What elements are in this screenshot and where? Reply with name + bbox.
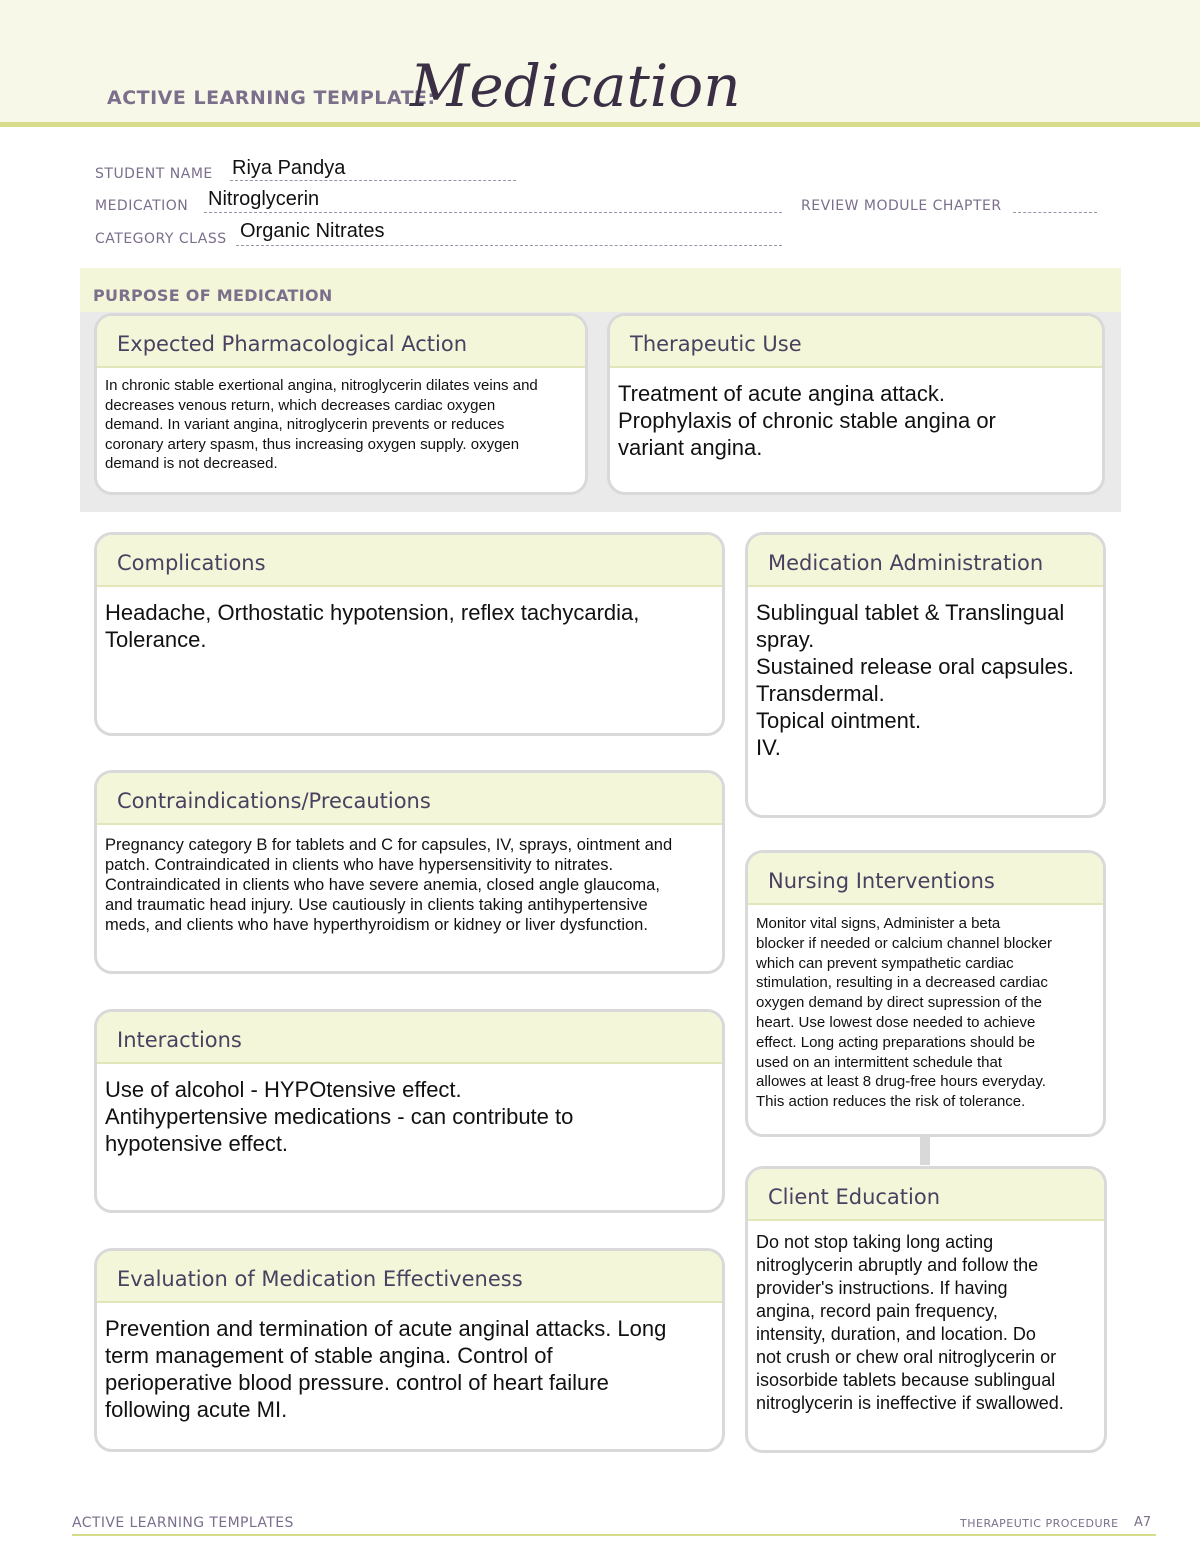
text-line: Treatment of acute angina attack. <box>618 381 945 406</box>
text-line: intensity, duration, and location. Do <box>756 1324 1036 1344</box>
evaluation-box <box>94 1248 725 1452</box>
medication-underline <box>204 212 782 213</box>
text-line: hypotensive effect. <box>105 1131 289 1156</box>
text-line: which can prevent sympathetic cardiac <box>756 954 1014 972</box>
footer-divider <box>72 1534 1156 1536</box>
text-line: isosorbide tablets because sublingual <box>756 1370 1056 1390</box>
therapeutic-use-title: Therapeutic Use <box>610 316 1102 368</box>
review-module-label: REVIEW MODULE CHAPTER <box>801 198 1002 214</box>
text-line: not crush or chew oral nitroglycerin or <box>756 1347 1057 1367</box>
interactions-box <box>94 1009 725 1213</box>
student-name-field[interactable]: Riya Pandya <box>232 157 346 179</box>
text-line: blocker if needed or calcium channel blocker <box>756 934 1052 952</box>
text-line: heart. Use lowest dose needed to achieve <box>756 1013 1036 1031</box>
text-line: variant angina. <box>618 435 763 460</box>
purpose-label: PURPOSE OF MEDICATION <box>93 286 333 305</box>
text-line: Contraindicated in clients who have severe anemia, closed angle glaucoma, <box>105 876 660 894</box>
student-name-underline <box>230 180 516 181</box>
text-line: oxygen demand by direct supression of the <box>756 994 1043 1012</box>
text-line: IV. <box>756 735 781 760</box>
text-line: Prevention and termination of acute anginal attacks. Long <box>105 1316 667 1341</box>
therapeutic-use-box <box>607 313 1105 495</box>
expected-action-title: Expected Pharmacological Action <box>97 316 585 368</box>
text-line: and traumatic head injury. Use cautiously in clients taking antihypertensive <box>105 896 648 914</box>
review-module-field[interactable] <box>1013 212 1097 213</box>
text-line: Antihypertensive medications - can contribute to <box>105 1104 574 1129</box>
category-class-label: CATEGORY CLASS <box>95 231 227 247</box>
text-line: decreases venous return, which decreases cardiac oxygen <box>105 396 496 414</box>
text-line: meds, and clients who have hyperthyroidism or kidney or liver dysfunction. <box>105 916 648 934</box>
text-line: following acute MI. <box>105 1397 288 1422</box>
footer-left-label: ACTIVE LEARNING TEMPLATES <box>72 1515 294 1531</box>
interactions-text[interactable] <box>97 1064 722 1157</box>
text-line: stimulation, resulting in a decreased cardiac <box>756 974 1048 992</box>
complications-text[interactable] <box>97 587 722 653</box>
interactions-title: Interactions <box>97 1012 722 1064</box>
client-education-box <box>745 1166 1107 1453</box>
footer-right-label: THERAPEUTIC PROCEDURE <box>960 1517 1119 1530</box>
text-line: demand. In variant angina, nitroglycerin prevents or reduces <box>105 416 505 433</box>
text-line: Use of alcohol - HYPOtensive effect. <box>105 1077 462 1102</box>
text-line: effect. Long acting preparations should be <box>756 1033 1036 1051</box>
text-line: perioperative blood pressure. control of heart failure <box>105 1370 609 1395</box>
text-line: term management of stable angina. Control of <box>105 1343 553 1368</box>
text-line: angina, record pain frequency, <box>756 1301 998 1321</box>
student-name-label: STUDENT NAME <box>95 166 213 182</box>
text-line: Transdermal. <box>756 681 885 706</box>
text-line: In chronic stable exertional angina, nitroglycerin dilates veins and <box>105 377 538 394</box>
text-line: demand is not decreased. <box>105 455 278 472</box>
text-line: coronary artery spasm, thus increasing oxygen supply. oxygen <box>105 435 520 453</box>
text-line: Sublingual tablet & Translingual <box>756 600 1065 625</box>
header-divider <box>0 122 1200 127</box>
text-line: Do not stop taking long acting <box>756 1232 994 1252</box>
client-education-text[interactable] <box>748 1221 1104 1415</box>
administration-text[interactable] <box>748 587 1103 761</box>
text-line: provider's instructions. If having <box>756 1278 1008 1298</box>
text-line: Tolerance. <box>105 627 207 652</box>
category-class-field[interactable]: Organic Nitrates <box>240 220 385 242</box>
text-line: Topical ointment. <box>756 708 922 733</box>
text-line: spray. <box>756 627 815 652</box>
text-line: allowes at least 8 drug-free hours everyday. <box>756 1073 1046 1091</box>
complications-title: Complications <box>97 535 722 587</box>
text-line: Headache, Orthostatic hypotension, reflex tachycardia, <box>105 600 640 625</box>
text-line: Pregnancy category B for tablets and C for capsules, IV, sprays, ointment and <box>105 836 673 854</box>
text-line: nitroglycerin is ineffective if swallowed. <box>756 1393 1064 1413</box>
nursing-interventions-box <box>745 850 1106 1137</box>
page-number: A7 <box>1134 1515 1152 1530</box>
text-line: Prophylaxis of chronic stable angina or <box>618 408 996 433</box>
expected-action-text[interactable] <box>97 368 585 474</box>
text-line: Sustained release oral capsules. <box>756 654 1074 679</box>
contraindications-text[interactable] <box>97 825 722 935</box>
text-line: This action reduces the risk of tolerance. <box>756 1093 1026 1111</box>
client-education-title: Client Education <box>748 1169 1104 1221</box>
nursing-interventions-title: Nursing Interventions <box>748 853 1103 905</box>
text-line: patch. Contraindicated in clients who have hypersensitivity to nitrates. <box>105 856 614 874</box>
therapeutic-use-text[interactable] <box>610 368 1102 461</box>
category-class-underline <box>236 245 782 246</box>
box-connector <box>920 1135 930 1165</box>
evaluation-title: Evaluation of Medication Effectiveness <box>97 1251 722 1303</box>
administration-box <box>745 532 1106 818</box>
contraindications-box <box>94 770 725 974</box>
text-line: Monitor vital signs, Administer a beta <box>756 915 1001 932</box>
evaluation-text[interactable] <box>97 1303 722 1423</box>
expected-action-box <box>94 313 588 495</box>
nursing-interventions-text[interactable] <box>748 905 1103 1112</box>
complications-box <box>94 532 725 736</box>
medication-label: MEDICATION <box>95 198 189 214</box>
text-line: used on an intermittent schedule that <box>756 1053 1002 1071</box>
medication-field[interactable]: Nitroglycerin <box>208 188 320 210</box>
administration-title: Medication Administration <box>748 535 1103 587</box>
page-title: Medication <box>410 52 741 120</box>
template-label: ACTIVE LEARNING TEMPLATE: <box>107 87 436 109</box>
text-line: nitroglycerin abruptly and follow the <box>756 1255 1039 1275</box>
contraindications-title: Contraindications/Precautions <box>97 773 722 825</box>
